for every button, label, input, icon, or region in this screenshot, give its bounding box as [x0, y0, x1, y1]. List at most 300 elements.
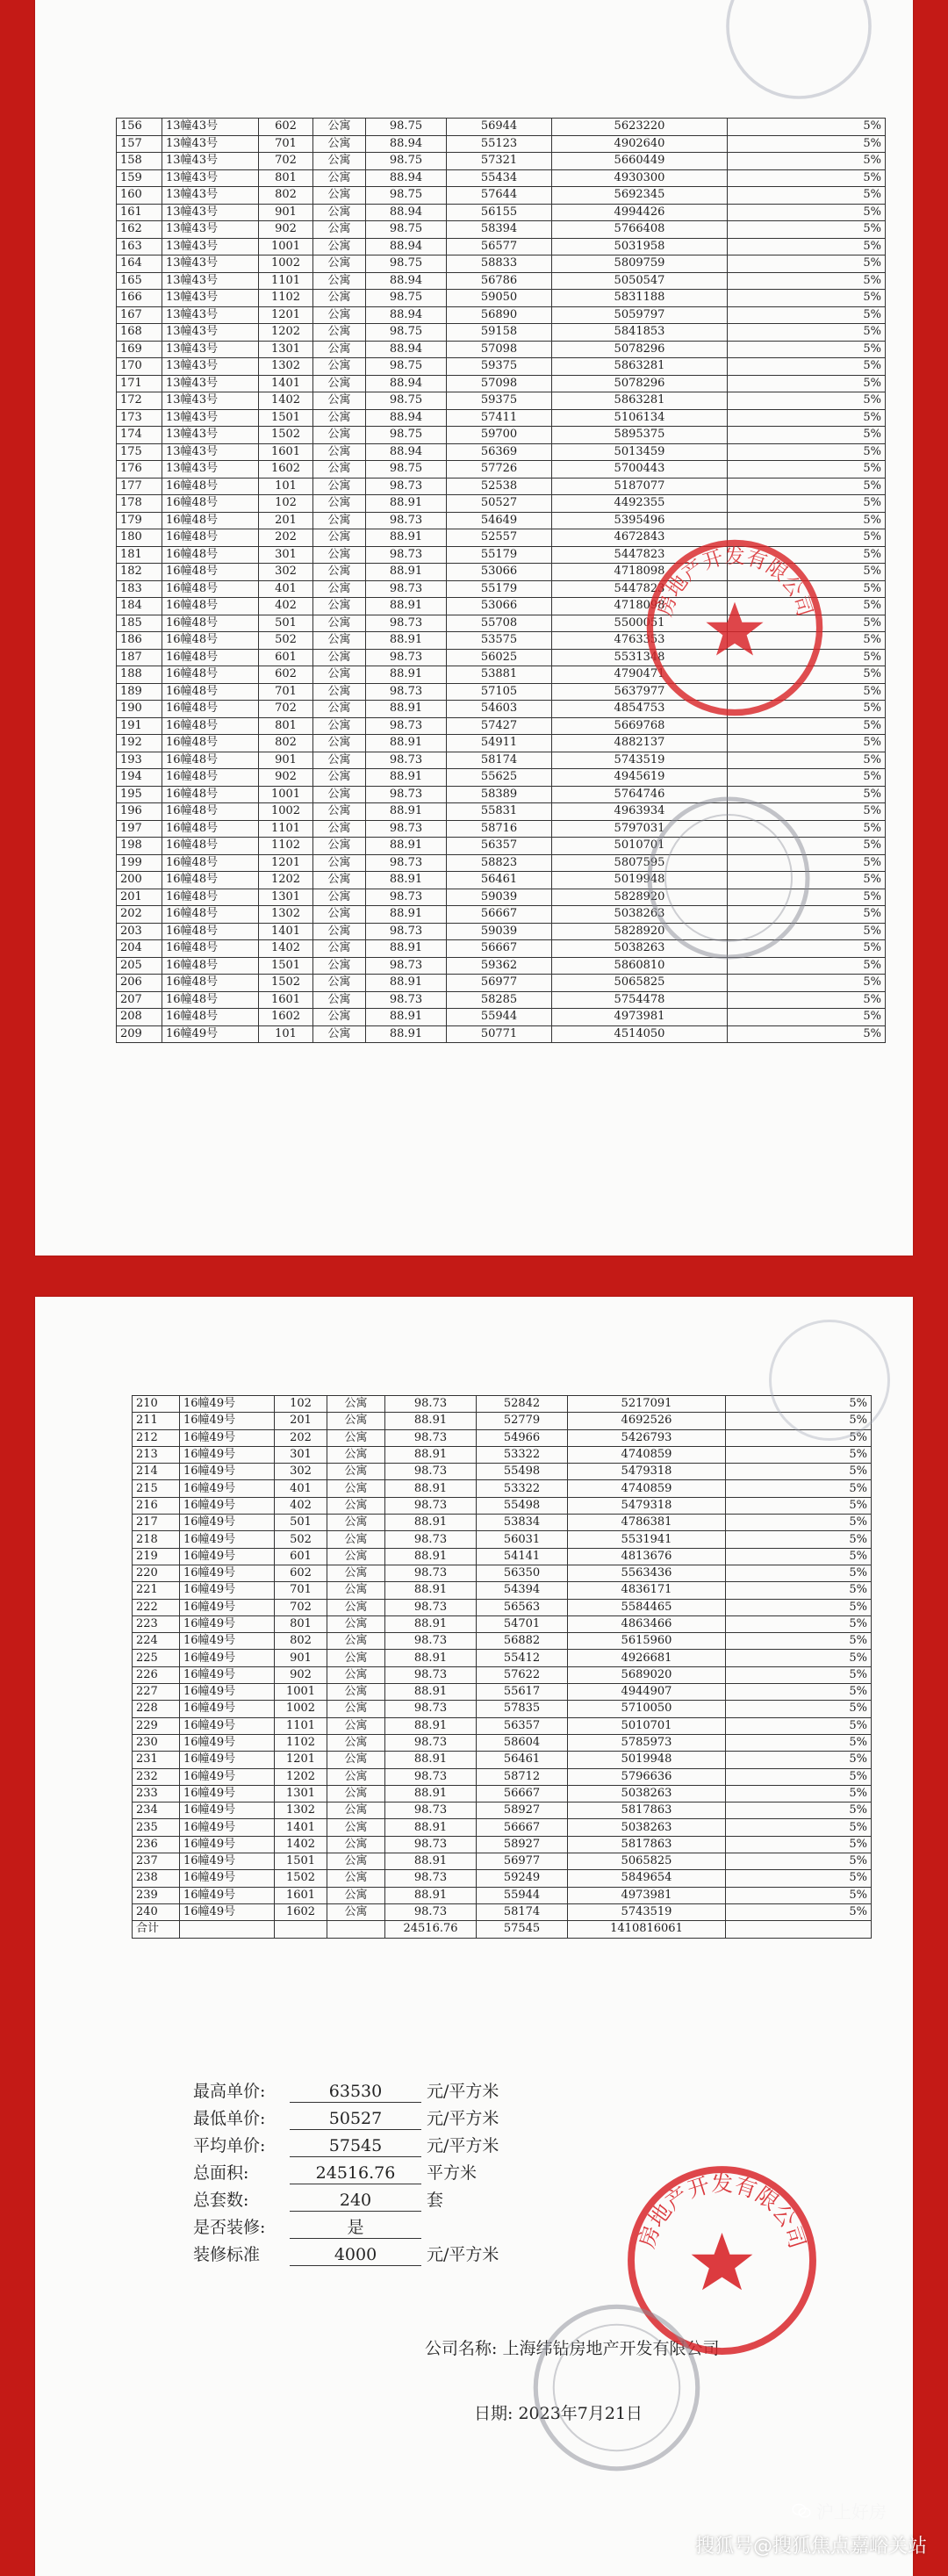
total-unit-price-cell: 57545	[477, 1921, 568, 1938]
table-row	[133, 1531, 872, 1548]
building-cell: 13幢43号	[162, 187, 259, 205]
room-number-cell: 701	[259, 135, 313, 153]
table-row	[117, 427, 886, 444]
row-number-cell: 160	[117, 187, 162, 205]
summary-row	[193, 2187, 499, 2214]
table-row	[133, 1565, 872, 1581]
unit-price-cell: 52779	[477, 1413, 568, 1429]
building-cell: 13幢43号	[162, 427, 259, 444]
room-number-cell: 1601	[259, 991, 313, 1009]
unit-price-cell: 55625	[447, 769, 552, 787]
row-number-cell: 206	[117, 975, 162, 992]
total-price-cell: 5078296	[552, 375, 728, 392]
usage-cell: 公寓	[327, 1582, 385, 1599]
rate-cell: 5%	[726, 1548, 872, 1565]
row-number-cell: 178	[117, 495, 162, 513]
unit-price-cell: 50527	[447, 495, 552, 513]
area-cell: 88.94	[366, 341, 447, 358]
total-price-cell: 5531941	[568, 1531, 726, 1548]
rate-cell: 5%	[726, 1413, 872, 1429]
usage-cell: 公寓	[313, 580, 366, 598]
room-number-cell: 1501	[259, 957, 313, 975]
total-price-cell: 4786381	[568, 1515, 726, 1531]
table-row	[117, 717, 886, 735]
row-number-cell: 215	[133, 1480, 180, 1497]
unit-price-cell: 57835	[477, 1701, 568, 1717]
unit-price-cell: 59039	[447, 889, 552, 906]
building-cell: 16幢48号	[162, 906, 259, 924]
area-cell: 98.73	[366, 923, 447, 940]
area-cell: 98.75	[366, 153, 447, 170]
total-price-cell: 5700443	[552, 461, 728, 479]
row-number-cell: 210	[133, 1396, 180, 1413]
building-cell: 16幢49号	[180, 1666, 275, 1683]
room-number-cell: 202	[275, 1429, 327, 1446]
building-cell: 16幢48号	[162, 803, 259, 821]
row-number-cell: 218	[133, 1531, 180, 1548]
area-cell: 88.94	[366, 409, 447, 427]
row-number-cell: 197	[117, 820, 162, 838]
rate-cell: 5%	[728, 119, 886, 136]
unit-price-cell: 59362	[447, 957, 552, 975]
building-cell: 16幢48号	[162, 598, 259, 615]
building-cell: 13幢43号	[162, 255, 259, 273]
table-row	[133, 1497, 872, 1514]
area-cell: 98.73	[385, 1396, 477, 1413]
room-number-cell: 1401	[259, 375, 313, 392]
rate-cell: 5%	[728, 529, 886, 547]
row-number-cell: 171	[117, 375, 162, 392]
rate-cell: 5%	[728, 717, 886, 735]
total-price-cell: 5615960	[568, 1633, 726, 1650]
unit-price-cell: 55498	[477, 1464, 568, 1480]
row-number-cell: 161	[117, 204, 162, 221]
area-cell: 98.73	[366, 580, 447, 598]
summary-unit: 元/平方米	[427, 2136, 499, 2155]
area-cell: 88.91	[385, 1752, 477, 1768]
table-row	[133, 1752, 872, 1768]
usage-cell: 公寓	[327, 1802, 385, 1819]
document-page-1	[35, 0, 913, 1256]
rate-cell: 5%	[726, 1903, 872, 1920]
usage-cell: 公寓	[313, 529, 366, 547]
rate-cell: 5%	[728, 221, 886, 239]
area-cell: 88.94	[366, 204, 447, 221]
area-cell: 98.73	[366, 512, 447, 529]
unit-price-cell: 59375	[447, 392, 552, 410]
building-cell: 16幢49号	[180, 1446, 275, 1463]
usage-cell: 公寓	[313, 683, 366, 701]
room-number-cell: 602	[275, 1565, 327, 1581]
total-price-cell: 5710050	[568, 1701, 726, 1717]
area-cell: 88.94	[366, 443, 447, 461]
building-cell: 16幢48号	[162, 786, 259, 803]
area-cell: 88.91	[366, 632, 447, 650]
table-row	[117, 769, 886, 787]
area-cell: 98.73	[385, 1531, 477, 1548]
row-number-cell: 188	[117, 666, 162, 684]
total-price-cell: 5841853	[552, 324, 728, 342]
rate-cell: 5%	[728, 649, 886, 666]
unit-price-cell: 58604	[477, 1734, 568, 1751]
row-number-cell: 224	[133, 1633, 180, 1650]
row-number-cell: 235	[133, 1819, 180, 1836]
room-number-cell: 702	[259, 701, 313, 718]
summary-value: 240	[290, 2190, 421, 2212]
rate-cell: 5%	[728, 204, 886, 221]
building-cell: 16幢48号	[162, 632, 259, 650]
room-number-cell: 301	[275, 1446, 327, 1463]
building-cell: 16幢49号	[180, 1633, 275, 1650]
rate-cell: 5%	[728, 1025, 886, 1043]
rate-cell: 5%	[726, 1734, 872, 1751]
total-price-cell: 5849654	[568, 1870, 726, 1887]
room-number-cell: 1601	[259, 443, 313, 461]
rate-cell: 5%	[728, 957, 886, 975]
unit-price-cell: 57098	[447, 375, 552, 392]
total-price-cell: 5019948	[552, 872, 728, 889]
unit-price-cell: 53322	[477, 1446, 568, 1463]
building-cell: 16幢49号	[180, 1785, 275, 1802]
row-number-cell: 217	[133, 1515, 180, 1531]
total-price-cell: 5019948	[568, 1752, 726, 1768]
usage-cell: 公寓	[313, 495, 366, 513]
building-cell: 16幢49号	[180, 1853, 275, 1870]
row-number-cell: 223	[133, 1615, 180, 1632]
row-number-cell: 204	[117, 940, 162, 958]
room-number-cell: 502	[259, 632, 313, 650]
table-row	[133, 1582, 872, 1599]
usage-cell: 公寓	[313, 717, 366, 735]
row-number-cell: 208	[117, 1009, 162, 1026]
total-price-cell: 4926681	[568, 1650, 726, 1666]
area-cell: 98.73	[385, 1599, 477, 1615]
total-price-cell: 5743519	[568, 1903, 726, 1920]
rate-cell: 5%	[728, 135, 886, 153]
area-cell: 98.73	[366, 854, 447, 872]
area-cell: 88.91	[385, 1615, 477, 1632]
room-number-cell: 1602	[275, 1903, 327, 1920]
total-price-cell: 5817863	[568, 1836, 726, 1853]
row-number-cell: 193	[117, 752, 162, 769]
building-cell: 16幢49号	[180, 1531, 275, 1548]
table-row	[117, 204, 886, 221]
room-number-cell: 1301	[275, 1785, 327, 1802]
room-number-cell: 1202	[259, 324, 313, 342]
row-number-cell: 209	[117, 1025, 162, 1043]
building-cell: 16幢49号	[180, 1515, 275, 1531]
table-row	[117, 169, 886, 187]
row-number-cell: 158	[117, 153, 162, 170]
rate-cell: 5%	[728, 409, 886, 427]
row-number-cell: 157	[117, 135, 162, 153]
room-number-cell: 802	[275, 1633, 327, 1650]
summary-value: 4000	[290, 2244, 421, 2266]
total-price-cell: 4718098	[552, 564, 728, 581]
totals-row	[133, 1921, 872, 1938]
room-number-cell: 101	[259, 1025, 313, 1043]
table-row	[133, 1836, 872, 1853]
rate-cell: 5%	[728, 735, 886, 752]
building-cell: 16幢49号	[180, 1650, 275, 1666]
area-cell: 88.94	[366, 238, 447, 255]
usage-cell: 公寓	[327, 1768, 385, 1785]
total-price-cell: 5637977	[552, 683, 728, 701]
total-price-cell: 4718098	[552, 598, 728, 615]
row-number-cell: 172	[117, 392, 162, 410]
building-cell: 16幢49号	[180, 1396, 275, 1413]
rate-cell: 5%	[726, 1701, 872, 1717]
building-cell: 16幢48号	[162, 546, 259, 564]
room-number-cell: 1602	[259, 1009, 313, 1026]
usage-cell: 公寓	[313, 546, 366, 564]
row-number-cell: 229	[133, 1717, 180, 1734]
usage-cell: 公寓	[313, 187, 366, 205]
seal-text-2: 房地产开发有限公司	[633, 2170, 811, 2252]
price-table-page-2	[132, 1395, 872, 1939]
row-number-cell: 234	[133, 1802, 180, 1819]
room-number-cell: 1501	[275, 1853, 327, 1870]
unit-price-cell: 57321	[447, 153, 552, 170]
total-building-cell	[180, 1921, 275, 1938]
rate-cell: 5%	[728, 854, 886, 872]
row-number-cell: 228	[133, 1701, 180, 1717]
table-row	[117, 392, 886, 410]
building-cell: 13幢43号	[162, 272, 259, 290]
table-row	[117, 752, 886, 769]
total-price-cell: 5050547	[552, 272, 728, 290]
row-number-cell: 227	[133, 1684, 180, 1701]
building-cell: 16幢48号	[162, 820, 259, 838]
row-number-cell: 192	[117, 735, 162, 752]
summary-row	[193, 2078, 499, 2105]
area-cell: 88.91	[366, 769, 447, 787]
rate-cell: 5%	[728, 940, 886, 958]
row-number-cell: 238	[133, 1870, 180, 1887]
row-number-cell: 220	[133, 1565, 180, 1581]
unit-price-cell: 56977	[447, 975, 552, 992]
unit-price-cell: 58389	[447, 786, 552, 803]
total-price-cell: 5828920	[552, 923, 728, 940]
rate-cell: 5%	[728, 683, 886, 701]
area-cell: 98.75	[366, 427, 447, 444]
usage-cell: 公寓	[327, 1819, 385, 1836]
usage-cell: 公寓	[327, 1548, 385, 1565]
summary-row	[193, 2160, 499, 2187]
total-row-number-cell: 合计	[133, 1921, 180, 1938]
rate-cell: 5%	[728, 769, 886, 787]
area-cell: 88.91	[366, 1009, 447, 1026]
room-number-cell: 901	[275, 1650, 327, 1666]
unit-price-cell: 55831	[447, 803, 552, 821]
rate-cell: 5%	[728, 889, 886, 906]
row-number-cell: 233	[133, 1785, 180, 1802]
area-cell: 98.73	[385, 1464, 477, 1480]
rate-cell: 5%	[728, 1009, 886, 1026]
unit-price-cell: 55434	[447, 169, 552, 187]
row-number-cell: 159	[117, 169, 162, 187]
unit-price-cell: 56890	[447, 306, 552, 324]
unit-price-cell: 54911	[447, 735, 552, 752]
usage-cell: 公寓	[313, 1009, 366, 1026]
area-cell: 88.91	[366, 872, 447, 889]
total-price-cell: 5038263	[552, 906, 728, 924]
usage-cell: 公寓	[313, 975, 366, 992]
area-cell: 98.73	[385, 1633, 477, 1650]
rate-cell: 5%	[728, 392, 886, 410]
building-cell: 13幢43号	[162, 324, 259, 342]
usage-cell: 公寓	[327, 1684, 385, 1701]
unit-price-cell: 57105	[447, 683, 552, 701]
building-cell: 16幢49号	[180, 1768, 275, 1785]
company-seal-red-2	[623, 2162, 821, 2359]
row-number-cell: 207	[117, 991, 162, 1009]
rate-cell: 5%	[726, 1785, 872, 1802]
area-cell: 88.91	[366, 906, 447, 924]
rate-cell: 5%	[728, 443, 886, 461]
table-row	[133, 1599, 872, 1615]
rate-cell: 5%	[726, 1480, 872, 1497]
rate-cell: 5%	[726, 1633, 872, 1650]
building-cell: 13幢43号	[162, 135, 259, 153]
area-cell: 88.94	[366, 375, 447, 392]
table-row	[117, 529, 886, 547]
table-row	[117, 735, 886, 752]
building-cell: 16幢48号	[162, 957, 259, 975]
document-page-2	[35, 1297, 913, 2576]
row-number-cell: 187	[117, 649, 162, 666]
unit-price-cell: 56882	[477, 1633, 568, 1650]
usage-cell: 公寓	[313, 153, 366, 170]
rate-cell: 5%	[728, 838, 886, 855]
row-number-cell: 199	[117, 854, 162, 872]
table-row	[133, 1548, 872, 1565]
usage-cell: 公寓	[313, 752, 366, 769]
usage-cell: 公寓	[313, 923, 366, 940]
usage-cell: 公寓	[313, 135, 366, 153]
usage-cell: 公寓	[327, 1752, 385, 1768]
rate-cell: 5%	[728, 255, 886, 273]
total-price-cell: 4963934	[552, 803, 728, 821]
room-number-cell: 302	[275, 1464, 327, 1480]
company-seal-grey-2	[527, 2298, 707, 2478]
room-number-cell: 1101	[259, 820, 313, 838]
area-cell: 88.91	[366, 838, 447, 855]
usage-cell: 公寓	[313, 649, 366, 666]
row-number-cell: 222	[133, 1599, 180, 1615]
room-number-cell: 1002	[259, 803, 313, 821]
building-cell: 16幢48号	[162, 838, 259, 855]
total-price-cell: 5010701	[568, 1717, 726, 1734]
building-cell: 16幢48号	[162, 923, 259, 940]
area-cell: 98.73	[385, 1497, 477, 1514]
room-number-cell: 601	[259, 649, 313, 666]
rate-cell: 5%	[726, 1396, 872, 1413]
table-row	[133, 1413, 872, 1429]
summary-unit: 平方米	[427, 2163, 478, 2183]
rate-cell: 5%	[726, 1615, 872, 1632]
row-number-cell: 236	[133, 1836, 180, 1853]
unit-price-cell: 58823	[447, 854, 552, 872]
total-price-cell: 5187077	[552, 478, 728, 495]
usage-cell: 公寓	[313, 820, 366, 838]
usage-cell: 公寓	[327, 1633, 385, 1650]
unit-price-cell: 58927	[477, 1802, 568, 1819]
area-cell: 88.94	[366, 135, 447, 153]
row-number-cell: 221	[133, 1582, 180, 1599]
room-number-cell: 802	[259, 187, 313, 205]
row-number-cell: 225	[133, 1650, 180, 1666]
rate-cell: 5%	[728, 169, 886, 187]
table-row	[117, 957, 886, 975]
room-number-cell: 1401	[259, 923, 313, 940]
table-row	[117, 375, 886, 392]
table-row	[133, 1819, 872, 1836]
usage-cell: 公寓	[327, 1464, 385, 1480]
unit-price-cell: 55708	[447, 615, 552, 632]
area-cell: 88.91	[385, 1785, 477, 1802]
room-number-cell: 201	[275, 1413, 327, 1429]
area-cell: 88.91	[385, 1819, 477, 1836]
area-cell: 98.73	[366, 820, 447, 838]
rate-cell: 5%	[728, 290, 886, 307]
total-room-number-cell	[275, 1921, 327, 1938]
table-row	[117, 341, 886, 358]
room-number-cell: 1401	[275, 1819, 327, 1836]
room-number-cell: 1202	[259, 872, 313, 889]
total-rate-cell	[726, 1921, 872, 1938]
table-row	[117, 443, 886, 461]
usage-cell: 公寓	[313, 478, 366, 495]
row-number-cell: 216	[133, 1497, 180, 1514]
row-number-cell: 162	[117, 221, 162, 239]
rate-cell: 5%	[726, 1446, 872, 1463]
row-number-cell: 177	[117, 478, 162, 495]
area-cell: 88.91	[366, 975, 447, 992]
usage-cell: 公寓	[313, 512, 366, 529]
area-cell: 98.73	[366, 889, 447, 906]
table-row	[117, 564, 886, 581]
total-price-cell: 5796636	[568, 1768, 726, 1785]
area-cell: 88.91	[385, 1515, 477, 1531]
unit-price-cell: 56667	[477, 1785, 568, 1802]
summary-value: 24516.76	[290, 2162, 421, 2184]
total-area-cell: 24516.76	[385, 1921, 477, 1938]
room-number-cell: 1502	[275, 1870, 327, 1887]
rate-cell: 5%	[728, 427, 886, 444]
summary-row	[193, 2133, 499, 2160]
rate-cell: 5%	[726, 1650, 872, 1666]
usage-cell: 公寓	[313, 769, 366, 787]
building-cell: 16幢49号	[180, 1497, 275, 1514]
room-number-cell: 801	[259, 717, 313, 735]
table-row	[133, 1480, 872, 1497]
table-row	[117, 683, 886, 701]
rate-cell: 5%	[728, 666, 886, 684]
building-cell: 16幢48号	[162, 854, 259, 872]
unit-price-cell: 58394	[447, 221, 552, 239]
table-row	[133, 1870, 872, 1887]
table-row	[133, 1633, 872, 1650]
building-cell: 16幢48号	[162, 1009, 259, 1026]
table-row	[117, 290, 886, 307]
building-cell: 16幢48号	[162, 495, 259, 513]
row-number-cell: 230	[133, 1734, 180, 1751]
unit-price-cell: 56031	[477, 1531, 568, 1548]
building-cell: 16幢48号	[162, 975, 259, 992]
row-number-cell: 174	[117, 427, 162, 444]
usage-cell: 公寓	[313, 443, 366, 461]
